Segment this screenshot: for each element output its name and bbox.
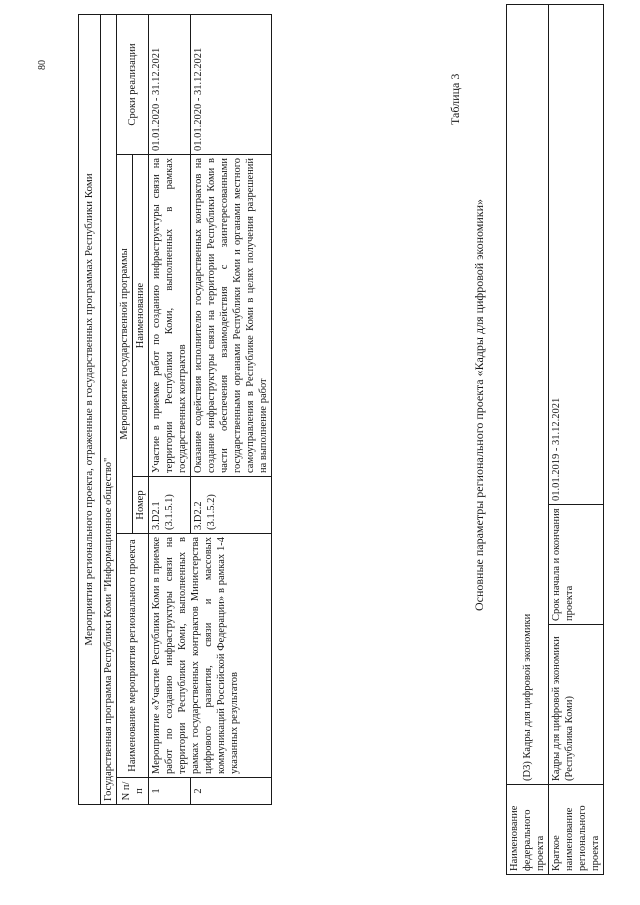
page-number: 80 — [37, 60, 48, 70]
federal-project-label: Наименование федерального проекта — [507, 785, 549, 875]
table3-title: Основные параметры регионального проекта «Кадры для цифровой экономики» — [472, 198, 486, 612]
period-value: 01.01.2019 - 31.12.2021 — [549, 5, 604, 505]
program-row: Государственная программа Республики Коми "Информационное общество" — [101, 14, 117, 804]
row-number: 3.D2.1 (3.1.5.1) — [149, 477, 191, 534]
federal-project-value: (D3) Кадры для цифровой экономики — [507, 5, 549, 785]
row-num: 2 — [191, 778, 272, 805]
period-label: Срок начала и окончания проекта — [549, 505, 604, 625]
header-deadline: Сроки реализации — [117, 14, 149, 154]
row-deadline: 01.01.2020 - 31.12.2021 — [149, 14, 191, 154]
regional-project-label: Краткое наименование регионального проекта — [549, 785, 604, 875]
project-params-table — [506, 4, 604, 875]
table3-label: Таблица 3 — [448, 73, 462, 125]
header-number: Номер — [133, 477, 149, 534]
header-num: N п/п — [117, 778, 149, 805]
table-caption: Мероприятия регионального проекта, отраженные в государственных программах Республики Коми — [79, 14, 101, 804]
row-regional-event: Мероприятие «Участие Республики Коми в приемке работ по созданию инфраструктуры связи на территории Республики Коми, выполненных в рамках государственных контрактов Министерства цифрового развития, связи и массовых коммуникаций Российской Федерации» в рамках 1-4 указанных результатов — [149, 534, 272, 778]
regional-project-value: Кадры для цифровой экономики (Республика Коми) — [549, 625, 604, 785]
row-name: Оказание содействия исполнителю государственных контрактов на создание инфраструктуры связи на территории Республики Коми в части обеспечения взаимодействия с заинтересованными государственными органами Республики Коми и органами местного самоуправления в Республике Коми в целях получения разрешений на выполнение работ — [191, 155, 272, 477]
row-deadline: 01.01.2020 - 31.12.2021 — [191, 14, 272, 154]
table-row — [149, 14, 191, 804]
regional-events-table — [78, 14, 272, 805]
header-regional-event: Наименование мероприятия регионального проекта — [117, 534, 149, 778]
header-name: Наименование — [133, 155, 149, 477]
row-number: 3.D2.2 (3.1.5.2) — [191, 477, 272, 534]
row-num: 1 — [149, 778, 191, 805]
header-state-event: Мероприятие государственной программы — [117, 155, 133, 534]
row-name: Участие в приемке работ по созданию инфраструктуры связи на территории Республики Коми, выполненных в рамках государственных контрактов — [149, 155, 191, 477]
